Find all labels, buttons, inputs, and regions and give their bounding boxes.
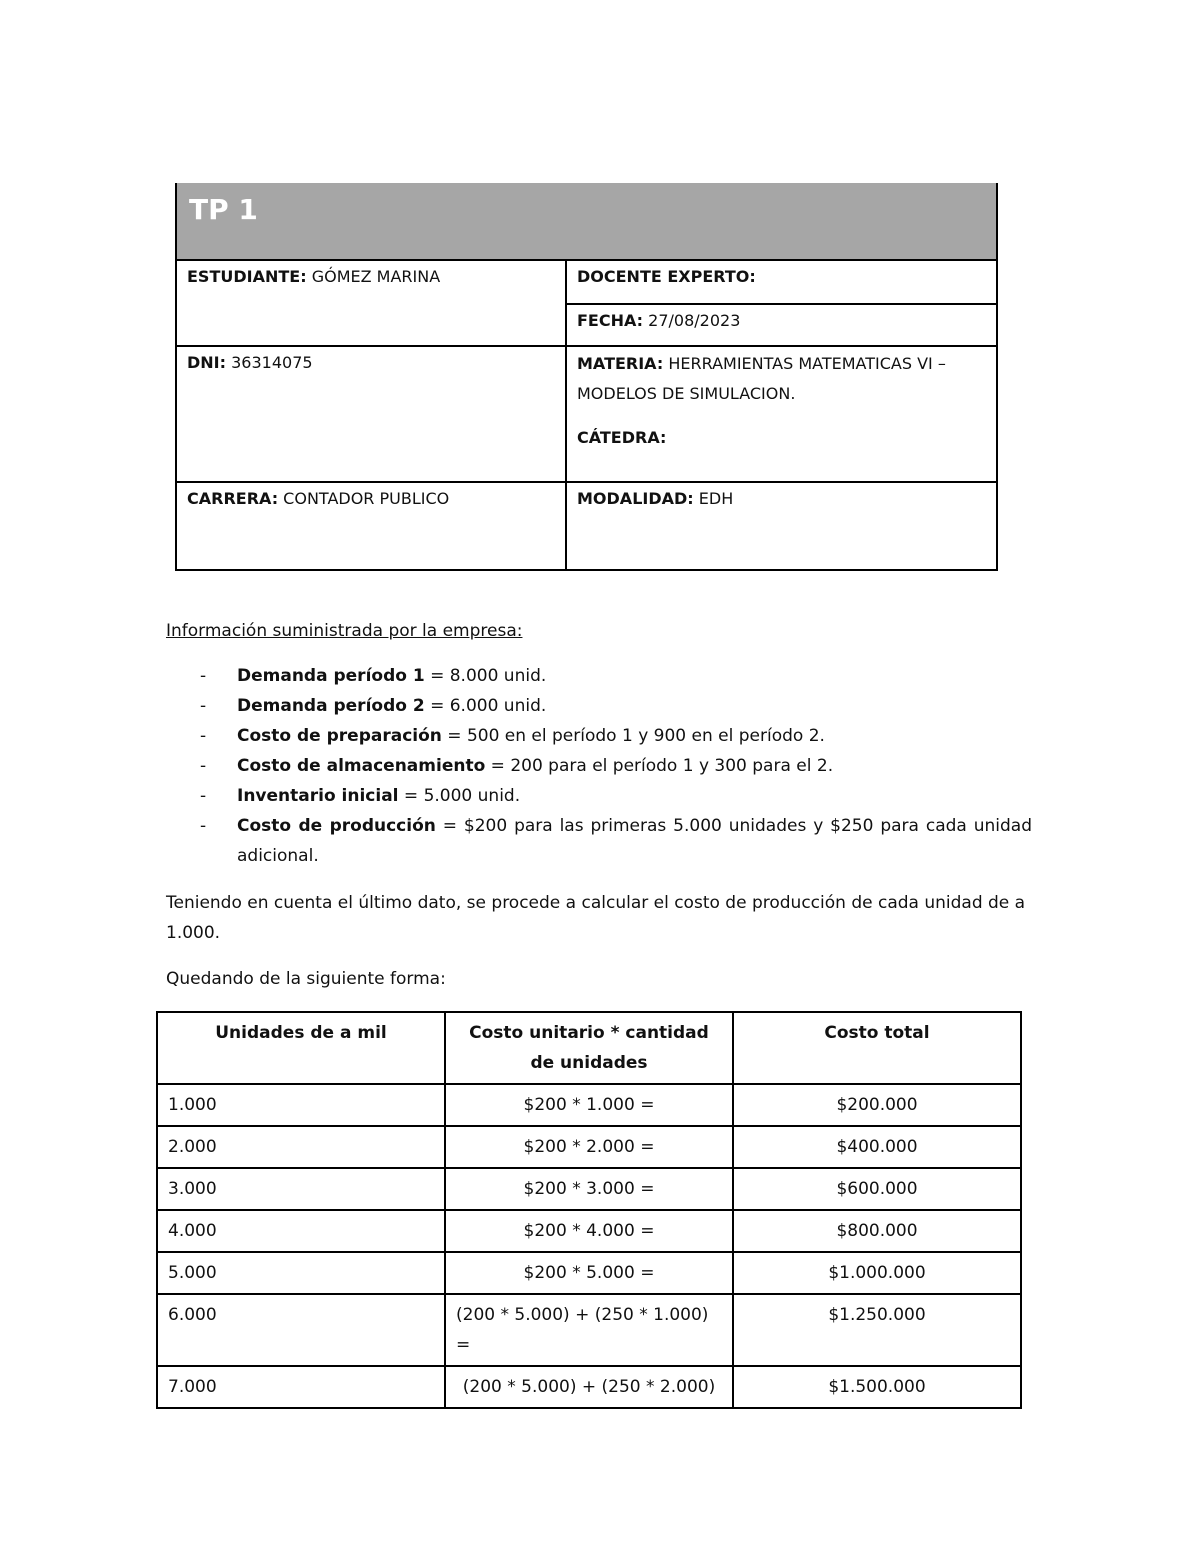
list-item: - Demanda período 1 = 8.000 unid. xyxy=(200,666,547,686)
teacher-label: DOCENTE EXPERTO: xyxy=(577,267,756,286)
table-cell: $200 * 5.000 = xyxy=(445,1252,733,1294)
table-cell: 5.000 xyxy=(157,1252,445,1294)
date-label: FECHA: xyxy=(577,311,644,330)
intro-heading: Información suministrada por la empresa: xyxy=(166,621,523,641)
table-header-row xyxy=(157,1012,1021,1084)
subject-label: MATERIA: xyxy=(577,354,664,373)
modality-value: EDH xyxy=(693,489,734,508)
table-cell: $200 * 3.000 = xyxy=(445,1168,733,1210)
header-table xyxy=(175,183,998,571)
table-cell: 7.000 xyxy=(157,1366,445,1408)
table-cell: 2.000 xyxy=(157,1126,445,1168)
table-cell: $600.000 xyxy=(733,1168,1021,1210)
paragraph-calculation: Teniendo en cuenta el último dato, se procede a calcular el costo de producción de cada unidad de a 1.000. xyxy=(166,893,1026,943)
dni-label: DNI: xyxy=(187,353,227,372)
modality-cell xyxy=(566,482,997,570)
teacher-cell xyxy=(566,260,997,304)
date-cell xyxy=(566,304,997,346)
table-cell: $200 * 4.000 = xyxy=(445,1210,733,1252)
chair-label: CÁTEDRA: xyxy=(577,428,667,447)
list-item: - Costo de producción = $200 para las primeras 5.000 unidades y $250 para cada unidad adicional. xyxy=(200,816,1032,866)
modality-label: MODALIDAD: xyxy=(577,489,694,508)
document-title: TP 1 xyxy=(189,193,258,226)
table-cell: 6.000 xyxy=(157,1294,445,1366)
career-label: CARRERA: xyxy=(187,489,279,508)
table-cell: $200 * 2.000 = xyxy=(445,1126,733,1168)
table-cell: (200 * 5.000) + (250 * 2.000) xyxy=(445,1366,733,1408)
dni-value: 36314075 xyxy=(226,353,313,372)
career-cell xyxy=(176,482,566,570)
table-cell: 3.000 xyxy=(157,1168,445,1210)
list-item: - Demanda período 2 = 6.000 unid. xyxy=(200,696,547,716)
table-row xyxy=(157,1294,1021,1366)
table-cell: $200.000 xyxy=(733,1084,1021,1126)
table-cell: $200 * 1.000 = xyxy=(445,1084,733,1126)
table-cell: $800.000 xyxy=(733,1210,1021,1252)
student-cell xyxy=(176,260,566,346)
subject-value: HERRAMIENTAS MATEMATICAS VI – MODELOS DE SIMULACION. xyxy=(577,354,946,403)
table-cell: (200 * 5.000) + (250 * 1.000) = xyxy=(445,1294,733,1366)
table-row xyxy=(157,1210,1021,1252)
table-cell: $1.000.000 xyxy=(733,1252,1021,1294)
table-row xyxy=(157,1366,1021,1408)
table-cell: 4.000 xyxy=(157,1210,445,1252)
cost-table xyxy=(156,1011,1022,1409)
student-value: GÓMEZ MARINA xyxy=(306,267,441,286)
date-value: 27/08/2023 xyxy=(643,311,741,330)
table-row xyxy=(157,1126,1021,1168)
table-row xyxy=(157,1084,1021,1126)
list-item: - Costo de almacenamiento = 200 para el período 1 y 300 para el 2. xyxy=(200,756,834,776)
table-row xyxy=(157,1252,1021,1294)
title-cell xyxy=(176,183,997,260)
dni-cell xyxy=(176,346,566,482)
column-header: Costo total xyxy=(733,1012,1021,1084)
student-label: ESTUDIANTE: xyxy=(187,267,307,286)
column-header: Unidades de a mil xyxy=(157,1012,445,1084)
list-item: - Costo de preparación = 500 en el período 1 y 900 en el período 2. xyxy=(200,726,825,746)
subject-cell xyxy=(566,346,997,482)
career-value: CONTADOR PUBLICO xyxy=(278,489,450,508)
company-info-list xyxy=(166,661,1032,871)
table-row xyxy=(157,1168,1021,1210)
paragraph-result-intro: Quedando de la siguiente forma: xyxy=(166,969,446,989)
table-cell: $1.250.000 xyxy=(733,1294,1021,1366)
table-cell: $1.500.000 xyxy=(733,1366,1021,1408)
table-cell: $400.000 xyxy=(733,1126,1021,1168)
list-item: - Inventario inicial = 5.000 unid. xyxy=(200,786,521,806)
column-header: Costo unitario * cantidad de unidades xyxy=(445,1012,733,1084)
table-cell: 1.000 xyxy=(157,1084,445,1126)
